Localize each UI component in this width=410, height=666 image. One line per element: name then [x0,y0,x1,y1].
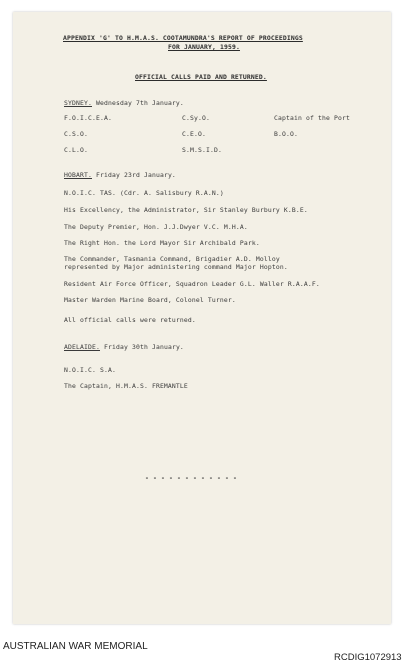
sydney-call: S.M.S.I.D. [182,146,222,154]
hobart-place: HOBART. [64,171,92,179]
hobart-call: The Right Hon. the Lord Mayor Sir Archibald Park. [64,239,260,247]
adelaide-call: The Captain, H.M.A.S. FREMANTLE [64,382,188,390]
adelaide-heading [64,343,184,351]
adelaide-call: N.O.I.C. S.A. [64,366,116,374]
sydney-call: B.O.O. [274,130,298,138]
hobart-call: The Deputy Premier, Hon. J.J.Dwyer V.C. M.H.A. [64,223,248,231]
hobart-call: Master Warden Marine Board, Colonel Turner. [64,296,236,304]
sydney-call: C.S.O. [64,130,88,138]
adelaide-date: Friday 30th January. [103,343,184,351]
footer-id: RCDIG1072913 [334,652,402,663]
sydney-place: SYDNEY. [64,99,92,107]
header-line-2: FOR JANUARY, 1959. [168,43,240,51]
sydney-call: Captain of the Port [274,114,350,122]
hobart-call: represented by Major administering command Major Hopton. [64,263,288,271]
footer-source: AUSTRALIAN WAR MEMORIAL [3,641,148,652]
hobart-heading [64,171,176,179]
hobart-call: His Excellency, the Administrator, Sir Stanley Burbury K.B.E. [64,206,308,214]
hobart-call: N.O.I.C. TAS. (Cdr. A. Salisbury R.A.N.) [64,189,224,197]
hobart-note: All official calls were returned. [64,316,196,324]
sydney-call: C.L.O. [64,146,88,154]
sydney-call: C.E.O. [182,130,206,138]
hobart-call: Resident Air Force Officer, Squadron Leader G.L. Waller R.A.A.F. [64,280,320,288]
section-heading: OFFICIAL CALLS PAID AND RETURNED. [135,73,267,81]
adelaide-place: ADELAIDE. [64,343,100,351]
sydney-date: Wednesday 7th January. [95,99,184,107]
sydney-heading [64,99,184,107]
header-line-1: APPENDIX 'G' TO H.M.A.S. COOTAMUNDRA'S REPORT OF PROCEEDINGS [63,34,303,42]
hobart-call: The Commander, Tasmania Command, Brigadier A.D. Molloy [64,255,280,263]
sydney-call: F.O.I.C.E.A. [64,114,112,122]
separator-dashes: - - - - - - - - - - - - [145,474,237,482]
sydney-call: C.Sy.O. [182,114,210,122]
hobart-date: Friday 23rd January. [95,171,176,179]
